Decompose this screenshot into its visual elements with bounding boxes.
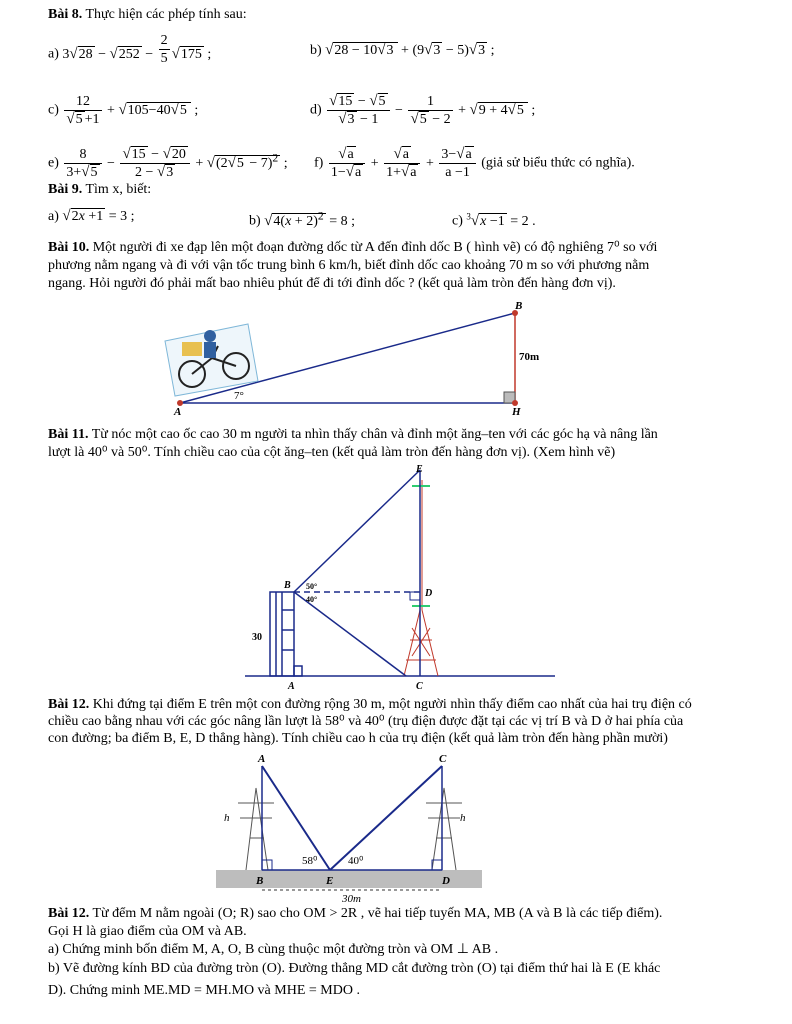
bai9-c-math: $^3$√x −1 = 2 . [466,211,536,229]
right-angle-d [410,592,420,600]
label-angle: 7° [234,390,244,402]
label-angle-58: 58⁰ [302,855,318,867]
bai9-a-label: a) [48,209,59,224]
label-h: H [512,406,521,418]
bai8-d-label: d) [310,102,322,118]
bai12b-title: Bài 12. [48,906,90,921]
label-c: C [416,681,423,692]
bai12a-title: Bài 12. [48,697,90,712]
bai9-c-label: c) [452,213,463,229]
bai12a-text-1: Khi đứng tại điểm E trên một con đường rộng 30 m, một người nhìn thấy điểm cao nhất của hai trụ điện có [92,697,692,712]
bc-line [294,592,406,676]
bai12a-text-2: chiều cao bằng nhau với các góc nâng lần lượt là 58⁰ và 40⁰ (trụ điện được đặt tại các vị trí B và D ở hai phía của [48,714,684,729]
bai11-figure [240,460,560,692]
bai8-f-label: f) [314,155,324,171]
label-angle-40: 40° [306,595,318,604]
bai8-c-label: c) [48,102,59,118]
bai11-text-1: Từ nóc một cao ốc cao 30 m người ta nhìn thấy chân và đỉnh một ăng–ten với các góc hạ và nâng lần [91,427,658,442]
bai8-title: Bài 8. [48,7,83,22]
bai8-b [310,42,495,59]
bai8-d-math: $\frac{√15 - √5}{√3 - 1}$ − $\frac{1}{√5 - 2}$ + √9 + 4√5 ; [329,93,536,127]
bai12a-line1 [48,697,692,713]
left-pylon [238,788,274,870]
bai9-instruction: Tìm x, biết: [85,182,152,197]
label-b: B [515,300,523,312]
bai8-f-note: (giả sử biểu thức có nghĩa). [481,155,635,171]
ce-line [330,766,442,870]
label-e: E [326,875,334,887]
bai8-a-label: a) [48,46,59,62]
bai8-e [48,146,288,181]
antenna-tower [404,480,438,676]
bai12b-text-4: b) Vẽ đường kính BD của đường tròn (O). Đường thẳng MD cắt đường tròn (O) tại điểm thứ hai là E (E khác [48,961,661,976]
bai8-a-math: 3√28 − √252 − $\frac{2}{5}$ √175 ; [62,33,212,66]
bai8-f-math: $\frac{√a}{1-√a}$ + $\frac{√a}{1+√a}$ + $\frac{3-√a}{a -1}$ [327,156,478,171]
label-h-left: h [224,812,230,824]
bai9-title: Bài 9. [48,182,83,197]
label-30: 30 [252,632,262,643]
label-30m: 30m [342,893,361,904]
bai8-instruction: Thực hiện các phép tính sau: [85,7,247,22]
label-d: D [425,588,433,599]
label-a: A [258,753,266,765]
bai8-c [48,93,198,128]
bai11-title: Bài 11. [48,427,89,442]
be-line [294,470,420,592]
bai11-line1 [48,427,658,443]
bai10-text-3: ngang. Hỏi người đó phải mất bao nhiêu phút để đi tới đỉnh dốc ? (kết quả làm tròn đến hàng đơn vị). [48,276,616,291]
bai9-a-math: √2x +1 = 3 ; [62,208,135,224]
ae-line [262,766,330,870]
bai12b-text-2: Gọi H là giao điểm của OM và AB. [48,924,247,939]
label-b: B [284,580,291,591]
bai8-e-label: e) [48,155,59,171]
right-pylon [426,788,462,870]
bai8-c-math: $\frac{12}{√5 +1}$ + √105−40√5 ; [66,94,199,127]
bai9-heading [48,182,151,198]
bai12b-text-1: Từ đểm M nằm ngoài (O; R) sao cho OM > 2R , vẽ hai tiếp tuyến MA, MB (A và B là các tiếp điểm). [92,906,663,921]
bai10-title: Bài 10. [48,240,90,255]
bai12a-figure [212,748,488,904]
bai12b-text-5: D). Chứng minh ME.MD = MH.MO và MHE = MDO . [48,983,360,998]
label-e: E [416,464,423,475]
label-angle-40: 40⁰ [348,855,364,867]
label-h-right: h [460,812,466,824]
bai8-heading [48,7,247,23]
bai10-text-2: phương nằm ngang và đi với vận tốc trung bình 6 km/h, biết đỉnh dốc cao khoảng 70 m so với phương nằm [48,258,650,273]
label-a: A [288,681,295,692]
label-b: B [256,875,264,887]
label-a: A [174,406,182,418]
bai8-b-label: b) [310,43,322,58]
label-d: D [442,875,450,887]
bai9-c [452,208,536,230]
bai12a-text-3: con đường; ba điểm B, E, D thẳng hàng). Tính chiều cao h của trụ điện (kết quả làm tròn đến hàng phần mười) [48,731,668,746]
bai12b-text-3: a) Chứng minh bốn điểm M, A, O, B cùng thuộc một đường tròn và OM ⊥ AB . [48,942,499,957]
bai8-b-math: √28 − 10√3 + (9√3 − 5)√3 ; [325,42,495,58]
label-70m: 70m [519,351,540,363]
bai8-a [48,33,212,67]
bai8-d [310,93,535,128]
building [270,592,302,676]
bai9-b [249,208,355,230]
bai8-e-math: $\frac{8}{3+√5}$ − $\frac{√15 - √20}{2 - √3}$ + $√(2√5 - 7)^2$ ; [66,146,288,180]
bai12b-line1 [48,906,662,922]
bai9-a [48,208,135,225]
label-c: C [439,753,447,765]
bai9-b-label: b) [249,213,261,229]
bai10-figure [160,296,540,422]
bai8-f [314,146,635,181]
label-angle-50: 50° [306,582,318,591]
bai10-text-1: Một người đi xe đạp lên một đoạn đường dốc từ A đến đỉnh dốc B ( hình vẽ) có độ nghiêng 7⁰ so với [92,240,658,255]
bai10-line1 [48,240,657,256]
bai9-b-math: $√4(x + 2)^2 = 8$ ; [264,209,355,229]
bai11-text-2: lượt là 40⁰ và 50⁰. Tính chiều cao của cột ăng–ten (kết quả làm tròn đến hàng đơn vị). (Xem hình vẽ) [48,445,616,460]
